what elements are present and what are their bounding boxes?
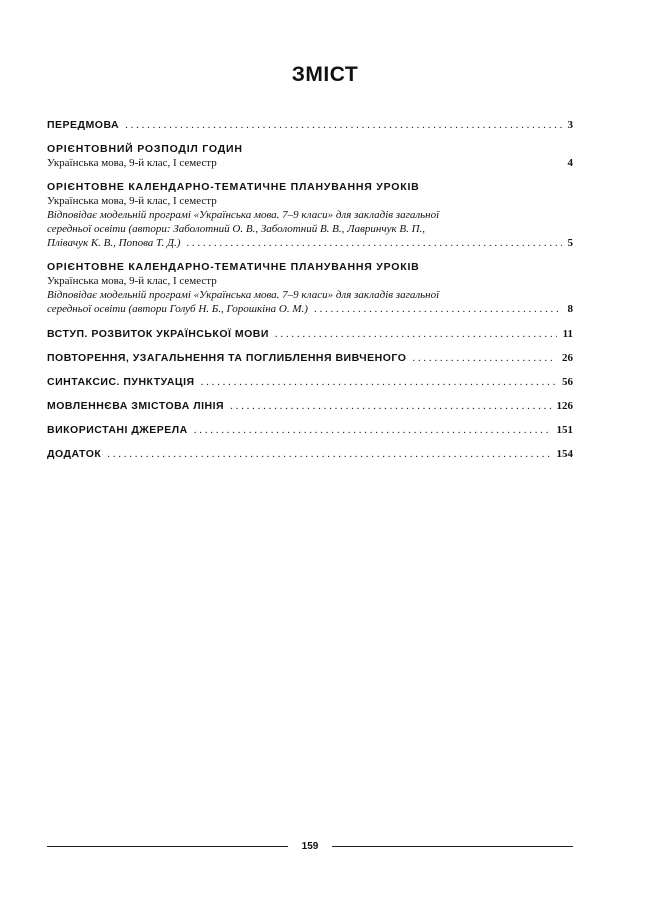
toc-entry-note-line: Плівачук К. В., Попова Т. Д.) — [47, 237, 181, 249]
toc-page-number: 26 — [562, 352, 573, 364]
toc-entry-preface[interactable] — [47, 118, 573, 132]
dot-leader — [275, 327, 557, 341]
table-of-contents — [47, 118, 573, 461]
toc-page-number: 151 — [556, 424, 573, 436]
dot-leader — [230, 399, 550, 413]
toc-entry-note-line: середньої освіти (автори: Заболотний О. В., Заболотний В. В., Лавринчук В. П., — [47, 223, 426, 235]
toc-entry-plan-1[interactable] — [47, 180, 573, 250]
dot-leader — [125, 118, 561, 132]
toc-page-number: 5 — [567, 237, 573, 249]
footer-rule-right — [332, 846, 573, 847]
dot-leader — [107, 447, 550, 461]
toc-entry-note-line: Відповідає модельній програмі «Українська мова. 7–9 класи» для закладів загальної — [47, 209, 440, 221]
toc-page-number: 56 — [562, 376, 573, 388]
toc-entry-appendix[interactable] — [47, 447, 573, 461]
toc-entry-plan-2[interactable] — [47, 260, 573, 316]
toc-entry-label: СИНТАКСИС. ПУНКТУАЦІЯ — [47, 376, 195, 388]
toc-entry-heading: ОРІЄНТОВНЕ КАЛЕНДАРНО-ТЕМАТИЧНЕ ПЛАНУВАННЯ УРОКІВ — [47, 181, 420, 193]
toc-page-number: 3 — [567, 119, 573, 131]
toc-entry-review[interactable] — [47, 351, 573, 365]
toc-entry-syntax[interactable] — [47, 375, 573, 389]
toc-entry-label: ВИКОРИСТАНІ ДЖЕРЕЛА — [47, 424, 188, 436]
page-title: ЗМІСТ — [291, 63, 359, 86]
toc-entry-subtitle: Українська мова, 9-й клас, І семестр — [47, 275, 217, 287]
dot-leader — [194, 423, 551, 437]
toc-page-number: 154 — [556, 448, 573, 460]
toc-entry-label: МОВЛЕННЄВА ЗМІСТОВА ЛІНІЯ — [47, 400, 225, 412]
toc-entry-subtitle: Українська мова, 9-й клас, І семестр — [47, 157, 217, 169]
toc-entry-heading: ОРІЄНТОВНИЙ РОЗПОДІЛ ГОДИН — [47, 143, 243, 155]
toc-entry-heading: ОРІЄНТОВНЕ КАЛЕНДАРНО-ТЕМАТИЧНЕ ПЛАНУВАННЯ УРОКІВ — [47, 261, 420, 273]
toc-page-number: 126 — [556, 400, 573, 412]
toc-page-number: 8 — [567, 303, 573, 315]
page-footer — [47, 841, 573, 852]
toc-entry-sources[interactable] — [47, 423, 573, 437]
toc-entry-label: ДОДАТОК — [47, 448, 102, 460]
dot-leader — [201, 375, 556, 389]
toc-entry-subtitle: Українська мова, 9-й клас, І семестр — [47, 195, 217, 207]
toc-page-number: 11 — [562, 328, 573, 340]
toc-entry-speech[interactable] — [47, 399, 573, 413]
toc-entry-label: ПЕРЕДМОВА — [47, 119, 120, 131]
dot-leader — [412, 351, 556, 365]
dot-leader — [186, 236, 561, 250]
toc-entry-label: ПОВТОРЕННЯ, УЗАГАЛЬНЕННЯ ТА ПОГЛИБЛЕННЯ ВИВЧЕНОГО — [47, 352, 407, 364]
page-number: 159 — [301, 841, 319, 852]
toc-entry-note-line: Відповідає модельній програмі «Українська мова. 7–9 класи» для закладів загальної — [47, 289, 440, 301]
toc-page-number: 4 — [567, 157, 573, 169]
dot-leader — [314, 302, 562, 316]
toc-entry-intro[interactable] — [47, 327, 573, 341]
toc-entry-hours[interactable] — [47, 142, 573, 170]
toc-entry-note-line: середньої освіти (автори Голуб Н. Б., Горошкіна О. М.) — [47, 303, 308, 315]
footer-rule-left — [47, 846, 288, 847]
toc-entry-label: ВСТУП. РОЗВИТОК УКРАЇНСЬКОЇ МОВИ — [47, 328, 269, 340]
